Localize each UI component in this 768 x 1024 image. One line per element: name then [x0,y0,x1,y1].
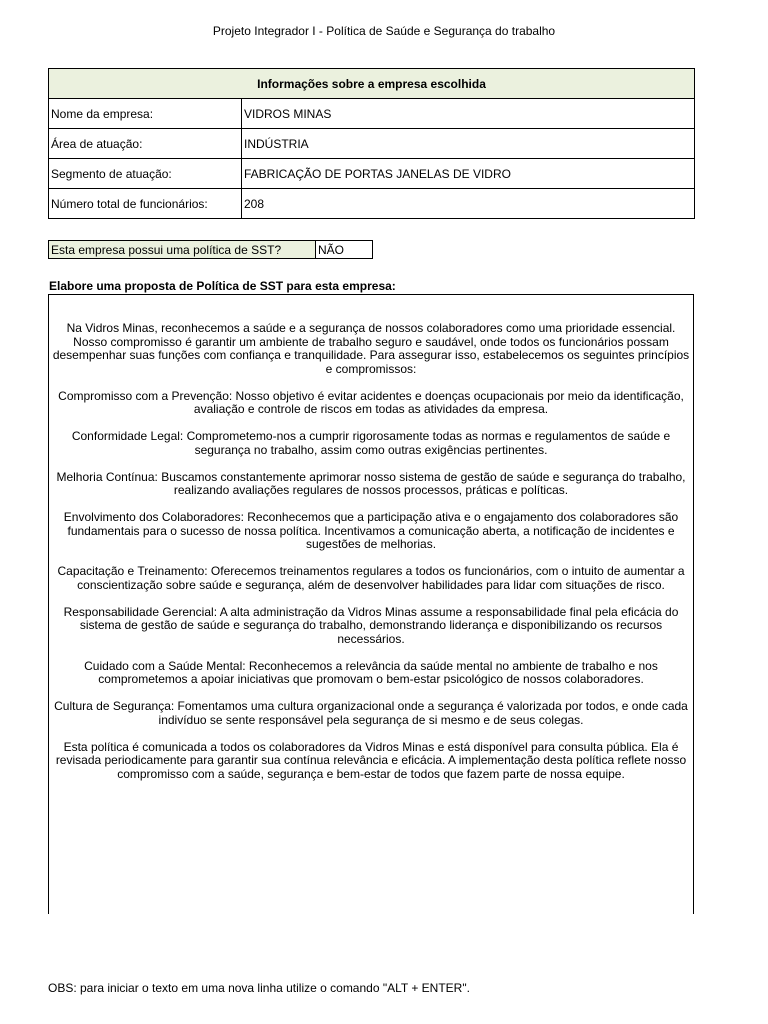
policy-paragraph: Conformidade Legal: Comprometemo-nos a cumprir rigorosamente todas as normas e regulamentos de saúde e segurança no trabalho, assim como outras exigências pertinentes. [71,429,671,457]
area-value[interactable]: INDÚSTRIA [242,129,695,159]
proposal-label: Elabore uma proposta de Política de SST para esta empresa: [49,279,396,293]
policy-paragraph: Responsabilidade Gerencial: A alta administração da Vidros Minas assume a responsabilidade final pela eficácia do sistema de gestão de saúde e segurança do trabalho, demonstrando liderança e disponibilizando os recursos necessários. [63,604,679,646]
segment-label: Segmento de atuação: [49,159,242,189]
policy-paragraph: Cuidado com a Saúde Mental: Reconhecemos a relevância da saúde mental no ambiente de trabalho e nos comprometemos a apoiar iniciativas que promovam o bem-estar psicológico de nossos colaboradores. [84,658,658,686]
policy-paragraph: Esta política é comunicada a todos os colaboradores da Vidros Minas e está disponível para consulta pública. Ela é revisada periodicamente para garantir sua contínua relevância e eficácia. A implementação desta política reflete nosso compromisso com a saúde, segurança e bem-estar de todos que fazem parte de nossa equipe. [55,739,687,781]
segment-value[interactable]: FABRICAÇÃO DE PORTAS JANELAS DE VIDRO [242,159,695,189]
employees-value[interactable]: 208 [242,189,695,219]
company-info-table [48,68,695,219]
company-name-value[interactable]: VIDROS MINAS [242,99,695,129]
policy-paragraph: Capacitação e Treinamento: Oferecemos treinamentos regulares a todos os funcionários, com o intuito de aumentar a conscientização sobre saúde e segurança, além de desenvolver habilidades para lidar com situações de risco. [57,564,685,592]
sst-answer-value[interactable]: NÃO [316,241,373,259]
employees-label: Número total de funcionários: [49,189,242,219]
company-info-header: Informações sobre a empresa escolhida [49,69,695,99]
policy-paragraph: Envolvimento dos Colaboradores: Reconhecemos que a participação ativa e o engajamento dos colaboradores são fundamentais para o sucesso de nossa política. Incentivamos a comunicação aberta, a notificação de incidentes e sugestões de melhorias. [63,510,679,551]
table-row [49,159,695,189]
policy-paragraph: Na Vidros Minas, reconhecemos a saúde e a segurança de nossos colaboradores como uma prioridade essencial. Nosso compromisso é garantir um ambiente de trabalho seguro e saudável, onde todos os funcionários possam desempenhar suas funções com confiança e tranquilidade. Para assegurar isso, estabelecemos os seguintes princípios e compromissos: [52,321,690,376]
company-name-label: Nome da empresa: [49,99,242,129]
policy-paragraph: Melhoria Contínua: Buscamos constantemente aprimorar nosso sistema de gestão de saúde e segurança do trabalho, realizando avaliações regulares de nossos processos, práticas e políticas. [56,469,686,497]
table-row [49,129,695,159]
policy-paragraph: Compromisso com a Prevenção: Nosso objetivo é evitar acidentes e doenças ocupacionais por meio da identificação, avaliação e controle de riscos em todas as atividades da empresa. [58,388,684,416]
sst-question-label: Esta empresa possui uma política de SST? [49,241,316,259]
sst-question-table [48,240,373,259]
policy-paragraph: Cultura de Segurança: Fomentamos uma cultura organizacional onde a segurança é valorizada por todos, e onde cada indivíduo se sente responsável pela segurança de si mesmo e de seus colegas. [54,699,688,727]
policy-text-box[interactable] [48,294,694,914]
table-row [49,99,695,129]
table-row [49,189,695,219]
obs-note: OBS: para iniciar o texto em uma nova linha utilize o comando "ALT + ENTER". [48,981,470,995]
page-title: Projeto Integrador I - Política de Saúde e Segurança do trabalho [212,24,556,38]
area-label: Área de atuação: [49,129,242,159]
